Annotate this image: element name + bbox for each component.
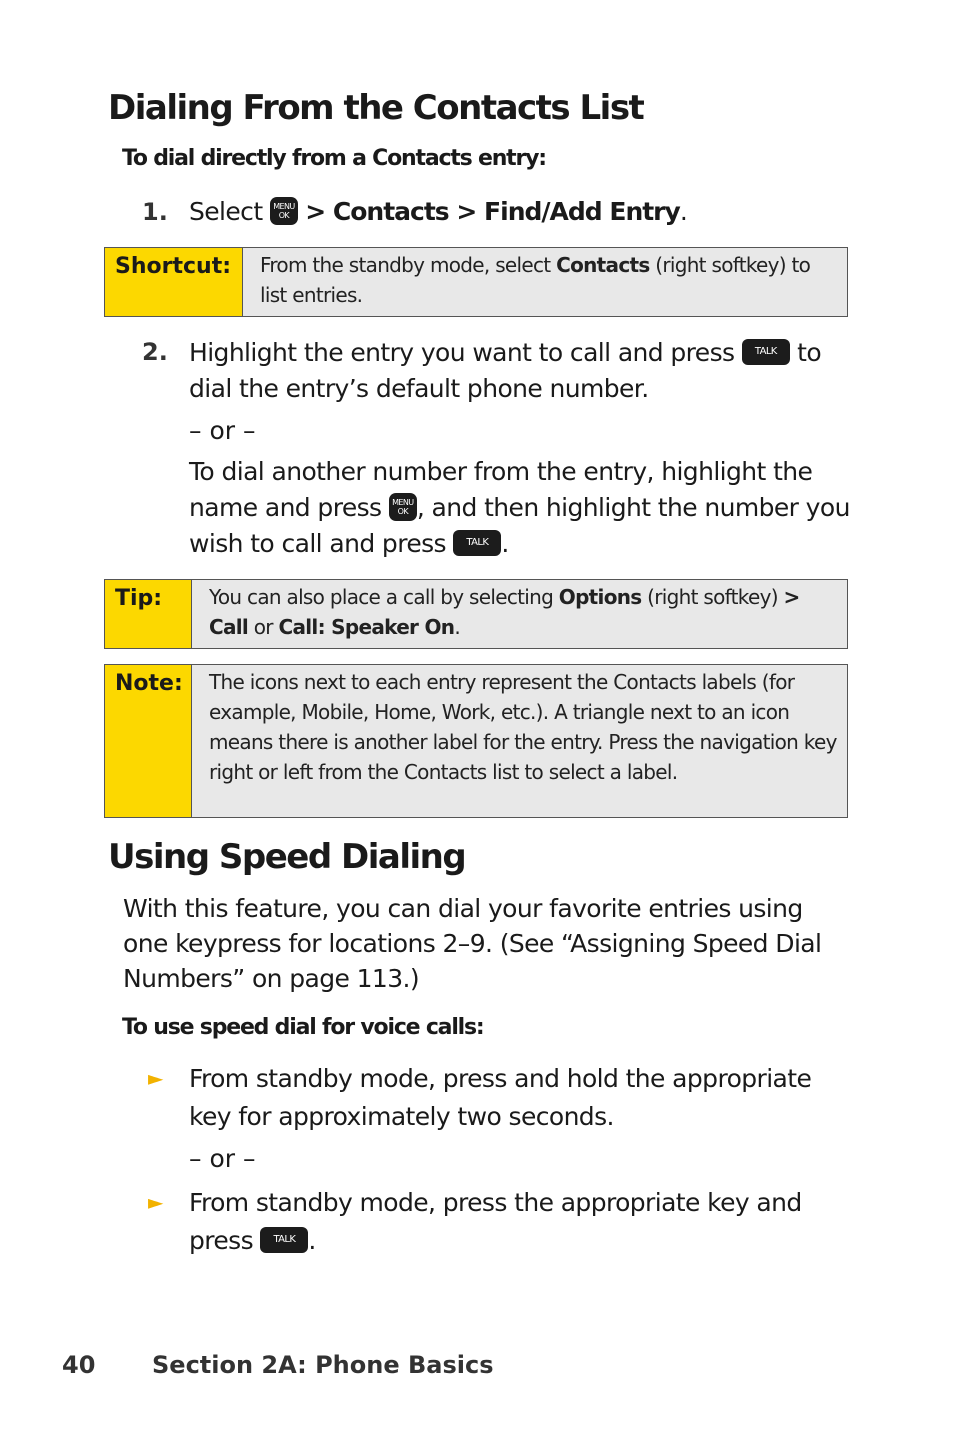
menu-ok-key-icon: MENU OK (270, 197, 298, 225)
or-separator-2: – or – (189, 1144, 256, 1173)
note-text: The icons next to each entry represent the Contacts labels (for example, Mobile, Home, Work, etc.). A triangle next to an icon means there is another label for the entry. Press the navigation key right or left from the Contacts list to select a label. (209, 670, 837, 784)
step-2-alt-text: To dial another number from the entry, highlight the name and press MENU OK , and then highlight the number you wish to call and press TALK . (189, 457, 850, 558)
shortcut-box (104, 247, 848, 317)
note-label: Note: (105, 665, 192, 817)
shortcut-label: Shortcut: (105, 248, 243, 316)
section-heading-contacts: Dialing From the Contacts List (108, 88, 644, 128)
bullet-arrow-icon: ► (148, 1066, 164, 1090)
footer-section-title: Section 2A: Phone Basics (152, 1351, 494, 1379)
talk-key-icon: TALK (453, 530, 501, 556)
shortcut-text: From the standby mode, select Contacts (right softkey) to list entries. (260, 253, 811, 307)
bullet-arrow-icon: ► (148, 1190, 164, 1214)
tip-text: You can also place a call by selecting Options (right softkey) > Call or Call: Speaker On. (209, 585, 800, 639)
speed-dial-bullet-2: From standby mode, press the appropriate key and press TALK . (189, 1188, 802, 1255)
or-separator-1: – or – (189, 416, 256, 445)
step-1-select: Select (189, 197, 263, 226)
subheading-dial-directly: To dial directly from a Contacts entry: (122, 146, 546, 171)
step-1-text: Select MENU OK > Contacts > Find/Add Entry. (189, 197, 688, 226)
speed-dial-intro: With this feature, you can dial your favorite entries using one keypress for locations 2–9. (See “Assigning Speed Dial Numbers” on page 113.) (123, 894, 822, 993)
subheading-speed-dial: To use speed dial for voice calls: (122, 1015, 484, 1040)
tip-label: Tip: (105, 580, 192, 648)
talk-key-icon: TALK (260, 1227, 308, 1253)
note-box (104, 664, 848, 818)
step-number-1: 1. (142, 198, 168, 226)
talk-key-icon: TALK (742, 339, 790, 365)
step-number-2: 2. (142, 338, 168, 366)
page-number: 40 (62, 1351, 96, 1379)
section-heading-speed-dialing: Using Speed Dialing (108, 837, 466, 877)
step-1-path: > Contacts > Find/Add Entry (305, 197, 680, 226)
speed-dial-bullet-1: From standby mode, press and hold the appropriate key for approximately two seconds. (189, 1064, 812, 1131)
menu-ok-key-icon: MENU OK (389, 493, 417, 521)
tip-box (104, 579, 848, 649)
step-2-text: Highlight the entry you want to call and press TALK to dial the entry’s default phone number. (189, 338, 822, 403)
